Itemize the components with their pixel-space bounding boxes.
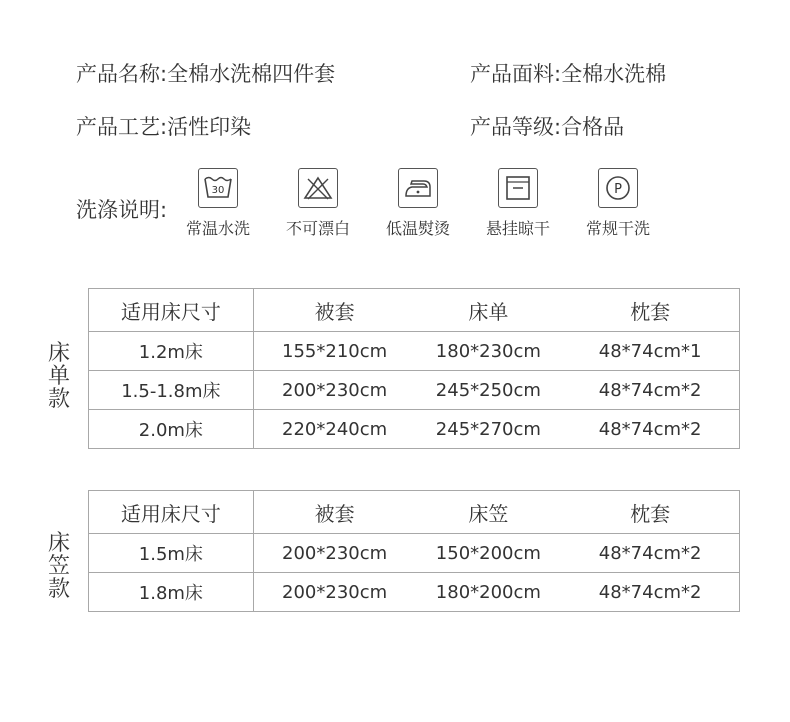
product-grade-row — [470, 111, 624, 141]
table-cell: 1.5-1.8m床 — [89, 371, 254, 410]
product-grade-value: 合格品 — [561, 115, 625, 139]
wash-item-low-iron — [373, 168, 463, 239]
table-cell: 48*74cm*2 — [561, 534, 739, 573]
table-cell: 1.8m床 — [89, 573, 254, 612]
header-duvet-cover: 被套 — [253, 289, 415, 332]
table-cell: 155*210cm — [253, 332, 415, 371]
table-cell: 2.0m床 — [89, 410, 254, 449]
table-cell: 200*230cm — [253, 573, 415, 612]
side-label-char: 款 — [47, 577, 70, 602]
product-craft-label: 产品工艺: — [76, 115, 168, 139]
table-header-row — [89, 491, 740, 534]
side-label-char: 床 — [47, 531, 70, 556]
table-cell: 180*230cm — [415, 332, 561, 371]
product-name-label: 产品名称: — [76, 62, 168, 86]
wash-30-icon — [198, 168, 238, 208]
low-iron-icon — [398, 168, 438, 208]
table-cell: 220*240cm — [253, 410, 415, 449]
header-bed-size: 适用床尺寸 — [89, 491, 254, 534]
side-label-char: 笠 — [47, 554, 70, 579]
table-cell: 200*230cm — [253, 371, 415, 410]
header-duvet-cover: 被套 — [253, 491, 415, 534]
wash-item-normal — [173, 168, 263, 239]
product-craft-value: 活性印染 — [167, 115, 252, 139]
table-row — [89, 410, 740, 449]
fitted-sheet-size-table — [88, 490, 740, 612]
wash-item-label: 常规干洗 — [585, 219, 650, 238]
product-name-value: 全棉水洗棉四件套 — [167, 62, 336, 86]
dry-clean-p-icon — [598, 168, 638, 208]
header-bed-size: 适用床尺寸 — [89, 289, 254, 332]
side-label-char: 单 — [47, 364, 70, 389]
hang-dry-icon — [498, 168, 538, 208]
header-pillowcase: 枕套 — [561, 491, 739, 534]
dry-clean-letter: P — [614, 182, 622, 197]
flat-sheet-set-label — [44, 342, 74, 411]
table-cell: 48*74cm*2 — [561, 573, 739, 612]
wash-temp-text: 30 — [211, 185, 225, 196]
wash-item-dry-clean — [573, 168, 663, 239]
wash-item-hang-dry — [473, 168, 563, 239]
wash-item-label: 不可漂白 — [285, 219, 350, 238]
header-pillowcase: 枕套 — [561, 289, 739, 332]
product-grade-label: 产品等级: — [470, 115, 562, 139]
table-cell: 245*250cm — [415, 371, 561, 410]
product-fabric-label: 产品面料: — [470, 62, 562, 86]
product-name-row — [76, 58, 335, 88]
flat-sheet-size-table — [88, 288, 740, 449]
wash-item-label: 常温水洗 — [185, 219, 250, 238]
header-flat-sheet: 床单 — [415, 289, 561, 332]
fitted-sheet-set-label — [44, 532, 74, 601]
table-row — [89, 371, 740, 410]
table-cell: 1.5m床 — [89, 534, 254, 573]
table-cell: 48*74cm*2 — [561, 371, 739, 410]
table-row — [89, 332, 740, 371]
no-bleach-icon — [298, 168, 338, 208]
product-fabric-row — [470, 58, 666, 88]
side-label-char: 床 — [47, 341, 70, 366]
table-cell: 180*200cm — [415, 573, 561, 612]
washing-instructions-label: 洗涤说明: — [76, 198, 168, 222]
product-craft-row — [76, 111, 251, 141]
table-cell: 200*230cm — [253, 534, 415, 573]
wash-item-label: 低温熨烫 — [385, 219, 450, 238]
table-cell: 150*200cm — [415, 534, 561, 573]
table-row — [89, 534, 740, 573]
table-row — [89, 573, 740, 612]
wash-item-label: 悬挂晾干 — [485, 219, 550, 238]
table-cell: 48*74cm*1 — [561, 332, 739, 371]
table-cell: 1.2m床 — [89, 332, 254, 371]
side-label-char: 款 — [47, 387, 70, 412]
table-cell: 48*74cm*2 — [561, 410, 739, 449]
wash-item-no-bleach — [273, 168, 363, 239]
product-fabric-value: 全棉水洗棉 — [561, 62, 667, 86]
table-cell: 245*270cm — [415, 410, 561, 449]
table-header-row — [89, 289, 740, 332]
header-fitted-sheet: 床笠 — [415, 491, 561, 534]
